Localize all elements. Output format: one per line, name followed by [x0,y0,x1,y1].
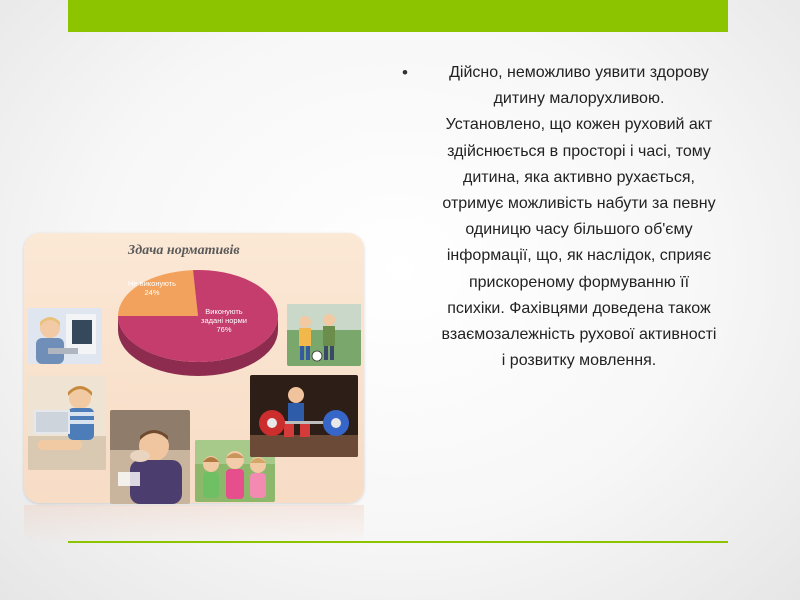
collage-reflection [24,505,364,545]
paragraph-line: взаємозалежність рухової активності [441,326,717,344]
bullet-text-block [402,60,742,374]
paragraph [416,60,742,374]
pie-slice-label: Не виконують 24% [127,279,177,297]
pie-slice-label: Виконують задані норми 76% [201,307,247,334]
photo-boys-soccer [287,304,361,366]
pie-chart [108,262,288,387]
chart-title: Здача нормативів [128,243,240,258]
paragraph-line: інформації, що, як наслідок, сприяє [446,247,712,265]
photo-child-eating [110,410,190,504]
photo-boy-laptop [28,308,102,364]
paragraph-line: одиницю часу більшого об'єму [465,221,693,239]
top-accent-bar [68,0,728,32]
paragraph-line: і розвитку мовлення. [501,352,657,370]
photo-child-weightlifting [250,375,358,457]
paragraph-line: здійснюється в просторі і часі, тому [447,142,711,160]
bottom-accent-rule [68,541,728,543]
paragraph-line: дитину малорухливою. [493,90,665,108]
paragraph-line: Дійсно, неможливо уявити здорову [449,64,709,81]
paragraph-line: Установлено, що кожен руховий акт [445,116,713,134]
paragraph-line: отримує можливість набути за певну [442,195,716,213]
paragraph-line: психіки. Фахівцями доведена також [447,299,711,317]
bullet-marker: • [402,63,408,82]
paragraph-line: прискореному формуванню її [468,273,690,291]
photo-child-laptop-couch [28,376,106,470]
pie-slices [118,270,278,376]
paragraph-line: дитина, яка активно рухається, [463,168,695,186]
